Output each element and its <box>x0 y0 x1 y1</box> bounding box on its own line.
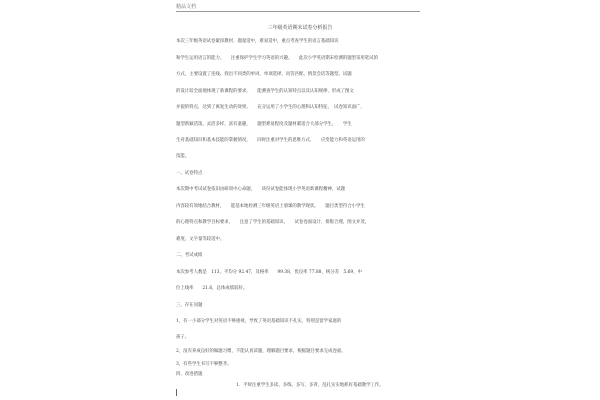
paragraph-line: 1．平时注重学生多读、多练、多写、多背，乱扎实实地抓好基础教学工作。 <box>236 383 384 388</box>
paragraph-line: 方式，主要设置了连线、找出不同类的单词、单项选择、问答匹配、情景会话等题型。试题 <box>176 72 352 77</box>
section-heading: 二、考试成绩 <box>176 253 203 258</box>
paragraph-line: 1，有一小部分学生对英语不够重视，导致了英语基础知识不扎实，特别是留学家庭的 <box>176 319 342 324</box>
paragraph-line: 本次参考人数是 113，平均分 92.47，及格率 99.38，优良率 77.88，统分差 5.69，中 <box>176 270 362 275</box>
paragraph-line: 2，没有养成良好的做题习惯，不能认真读题，理解题目要求，根据题目要求完成卷面。 <box>176 349 346 354</box>
paragraph-line: 和学生运用语言的能力。 注重保护学生学习英语的兴趣。 此次小学英语期末检测的题型采用笔试的 <box>176 56 378 61</box>
section-heading: 一、试卷特点 <box>176 171 203 176</box>
paragraph-line: 并貌的特点，达到了寓复生动的效果。 充分运用了小学生的心理和认知特征， 试卷知识面广， <box>176 105 365 110</box>
paragraph-line: 技能。 <box>176 154 190 159</box>
section-heading: 四、改进措施 <box>176 372 203 377</box>
paragraph-line: 孩子。 <box>176 335 190 340</box>
paragraph-line: 本次期中考试试卷依旧由研训中心命题， 该份试卷能体现小学英语新课程精神，试题 <box>176 187 346 192</box>
page-header: 精品文档 <box>176 4 197 10</box>
paragraph-line: 内容较有效地结合教材， 能基本地检测三年级英语上册课的教学现状。 题目类型符合小学生 <box>176 204 365 209</box>
paragraph-line: 本次三年级英语试卷紧扣教材，题量适中，难易适中，重点考查学生的语言基础知识 <box>176 39 339 44</box>
header-divider <box>176 11 420 12</box>
document-title: 三年级英语期末试卷分析报告 <box>267 25 333 31</box>
paragraph-line: 位上线率 21.6，总体成绩较好。 <box>176 286 248 291</box>
page-edge-mark <box>176 389 177 396</box>
paragraph-line: 的设计较全面地体现了新课程的要求， 能测查学生的认知特点以及认知规律，形成了图文 <box>176 89 354 94</box>
section-heading: 三、存在问题 <box>176 303 203 308</box>
paragraph-line: 难度、文字量等较适中。 <box>176 237 225 242</box>
paragraph-line: 生对基础知识和基本技能的掌握情况， 同时注重对学生的思维方式、 应变能力和英语运用的 <box>176 138 365 143</box>
paragraph-line: 题型新颖活泼，灵活多样，富有童趣， 题型难易程度及题材紧适合大部分学生， 学生 <box>176 122 352 127</box>
paragraph-line: 的心理特点和教学目标要求， 注意了学生的基础知识、 试卷卷面设计、排版合理，图文并茂， <box>176 220 370 225</box>
paragraph-line: 3，有些学生书写不够整齐。 <box>176 362 232 367</box>
